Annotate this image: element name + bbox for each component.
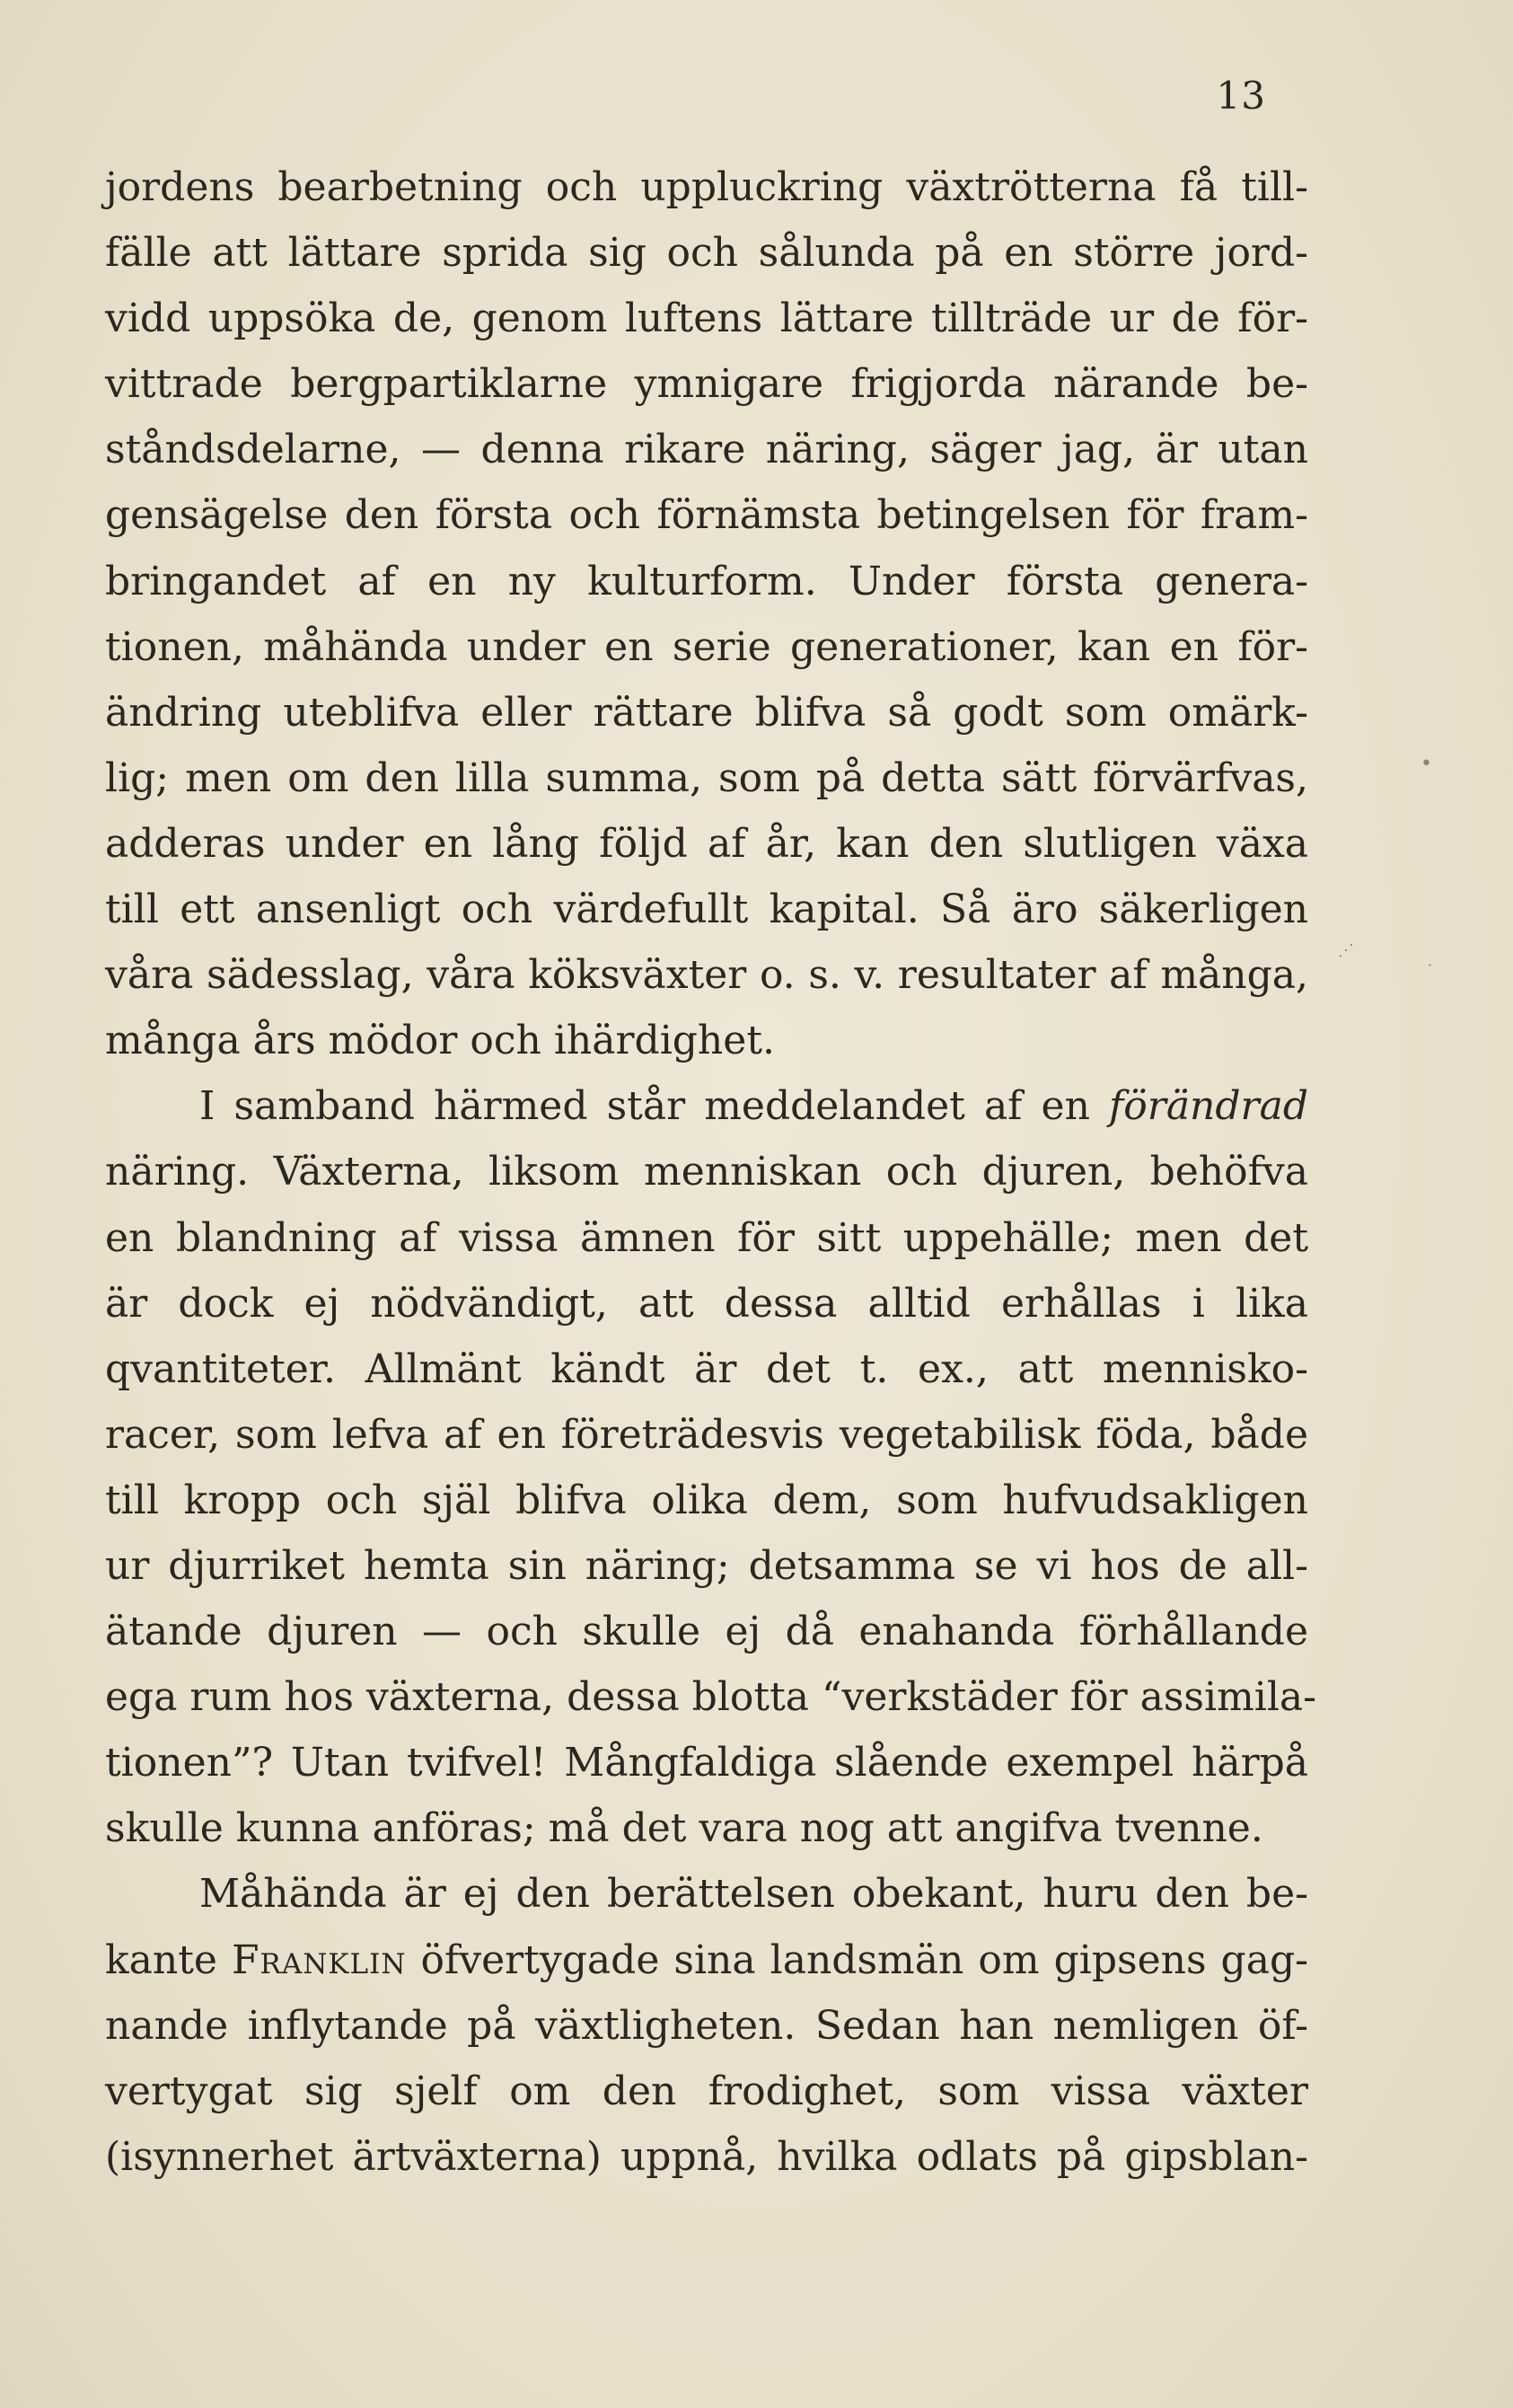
text-line: skulle kunna anföras; må det vara nog att angifva tvenne.: [105, 1805, 1263, 1852]
text-run: kante: [105, 1936, 232, 1983]
text-line: ega rum hos växterna, dessa blotta “verkstäder för assimila-: [105, 1674, 1317, 1721]
text-line: en blandning af vissa ämnen för sitt uppehälle; men det: [105, 1214, 1308, 1261]
italic-emphasis: förändrad: [1109, 1083, 1308, 1130]
paper-speck: ⋰: [1338, 941, 1354, 960]
text-line: är dock ej nödvändigt, att dessa alltid erhållas i lika: [105, 1280, 1308, 1327]
text-line: näring. Växterna, liksom menniskan och djuren, behöfva: [105, 1149, 1308, 1195]
text-line: nande inflytande på växtligheten. Sedan han nemligen öf-: [105, 2002, 1308, 2049]
smallcaps-name: Franklin: [231, 1936, 407, 1983]
text-line: till kropp och själ blifva olika dem, som hufvudsakligen: [105, 1477, 1308, 1523]
text-line: våra sädesslag, våra köksväxter o. s. v. resultater af många,: [105, 952, 1308, 999]
text-line: qvantiteter. Allmänt kändt är det t. ex., att mennisko-: [105, 1345, 1308, 1392]
text-line: gensägelse den första och förnämsta betingelsen för fram-: [105, 492, 1308, 539]
text-line: till ett ansenligt och värdefullt kapital. Så äro säkerligen: [105, 886, 1308, 933]
text-line: adderas under en lång följd af år, kan den slutligen växa: [105, 820, 1308, 867]
paper-speck: •: [1421, 753, 1432, 775]
text-line: ur djurriket hemta sin näring; detsamma se vi hos de all-: [105, 1542, 1308, 1589]
text-line: [105, 1927, 1308, 1993]
text-line: vittrade bergpartiklarne ymnigare frigjorda närande be-: [105, 361, 1308, 408]
text-line: tionen”? Utan tvifvel! Mångfaldiga slående exempel härpå: [105, 1740, 1308, 1786]
text-line: många års mödor och ihärdighet.: [105, 1018, 775, 1064]
text-run: I samband härmed står meddelandet af en: [199, 1083, 1110, 1130]
text-run: öfvertygade sina landsmän om gipsens gag-: [406, 1936, 1308, 1983]
paper-speck: ·: [1428, 957, 1433, 974]
text-line: racer, som lefva af en företrädesvis vegetabilisk föda, både: [105, 1411, 1308, 1458]
text-line: jordens bearbetning och uppluckring växtrötterna få till-: [105, 164, 1308, 210]
text-line: bringandet af en ny kulturform. Under första genera-: [105, 558, 1308, 604]
text-line: tionen, måhända under en serie generationer, kan en för-: [105, 623, 1308, 670]
text-line: vertygat sig sjelf om den frodighet, som vissa växter: [105, 2068, 1308, 2114]
text-line: ändring uteblifva eller rättare blifva så godt som omärk-: [105, 689, 1308, 736]
text-line: ståndsdelarne, — denna rikare näring, säger jag, är utan: [105, 427, 1308, 473]
body-text: [105, 154, 1317, 2190]
paragraph-start-line: Måhända är ej den berättelsen obekant, huru den be-: [199, 1871, 1308, 1918]
page-number: 13: [1216, 74, 1266, 118]
text-line: (isynnerhet ärtväxterna) uppnå, hvilka odlats på gipsblan-: [105, 2133, 1308, 2180]
text-line: ätande djuren — och skulle ej då enahanda förhållande: [105, 1609, 1308, 1655]
text-line: lig; men om den lilla summa, som på detta sätt förvärfvas,: [105, 754, 1308, 801]
paragraph-start-line: [105, 1073, 1308, 1139]
text-line: fälle att lättare sprida sig och sålunda på en större jord-: [105, 230, 1308, 277]
text-line: vidd uppsöka de, genom luftens lättare tillträde ur de för-: [105, 295, 1308, 342]
